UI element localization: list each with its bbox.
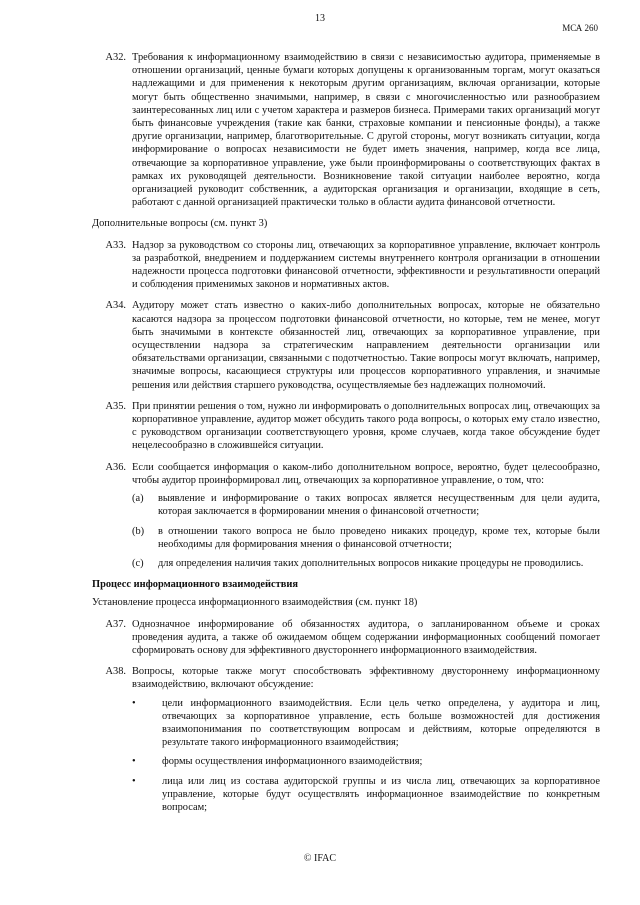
- list-item: [132, 775, 600, 815]
- paragraph-a34: [92, 299, 600, 391]
- paragraph-a32: [92, 51, 600, 209]
- paragraph-number: А36.: [105, 461, 126, 473]
- list-item-text: выявление и информирование о таких вопросах является несущественным для цели аудита, которая заключается в формировании мнения о финансовой отчетности;: [158, 493, 600, 518]
- list-item: [132, 492, 600, 518]
- paragraph-text: Вопросы, которые также могут способствовать эффективному двустороннему информационному взаимодействию, включают обсуждение:: [132, 666, 600, 691]
- paragraph-number: А37.: [105, 618, 126, 630]
- list-item-label: (b): [132, 525, 145, 537]
- list-item-text: формы осуществления информационного взаимодействия;: [162, 756, 423, 768]
- paragraph-text: Надзор за руководством со стороны лиц, отвечающих за корпоративное управление, включает контроль за разработкой, внедрением и поддержанием системы внутреннего контроля организации в отношении надежности процесса подготовки финансовой отчетности, эффективности и результативности операций и соблюдения применимых законов и нормативных актов.: [132, 239, 600, 291]
- section-heading: Процесс информационного взаимодействия: [92, 579, 298, 591]
- page-number: 13: [315, 13, 325, 24]
- paragraph-a33: [92, 239, 600, 292]
- paragraph-number: А33.: [105, 239, 126, 251]
- paragraph-a38: [92, 665, 600, 691]
- subheading-establishing-process: Установление процесса информационного взаимодействия (см. пункт 18): [92, 597, 418, 609]
- paragraph-text: При принятии решения о том, нужно ли информировать о дополнительных вопросах лиц, отвечающих за корпоративное управление, аудитор может обсудить такого рода вопросы, о которых ему стало известно, с руководством организации соответствующего уровня, кроме случаев, когда такое обсуждение будет нецелесообразно в сложившейся ситуации.: [132, 400, 600, 452]
- list-item-text: лица или лиц из состава аудиторской группы и из числа лиц, отвечающих за корпоративное управление, которые будут осуществлять информационное взаимодействие по конкретным вопросам;: [162, 775, 600, 813]
- list-item-label: (a): [132, 493, 144, 505]
- paragraph-a36: [92, 461, 600, 487]
- copyright-footer: © IFAC: [303, 853, 337, 864]
- list-item-text: для определения наличия таких дополнительных вопросов никакие процедуры не проводились.: [158, 557, 584, 569]
- list-item: [132, 755, 600, 768]
- paragraph-text: Аудитору может стать известно о каких-либо дополнительных вопросах, которые не обязательно касаются надзора за процессом подготовки финансовой отчетности, но которые, тем не менее, могут быть значимыми в контексте обязанностей лиц, отвечающих за корпоративное управление, при осуществлении надзора за стратегическим направлением деятельности организации или обязательствами организации, связанными с подотчетностью. Такие вопросы могут включать, например, значимые вопросы, касающиеся структуры или процессов корпоративного управления, и значимые решения или действия старшего руководства, осуществляемые без надлежащих полномочий.: [132, 300, 600, 391]
- list-item: [132, 525, 600, 551]
- bullet-icon: [132, 755, 162, 768]
- paragraph-number: А38.: [105, 666, 126, 678]
- bullet-icon: [132, 697, 162, 750]
- document-code: МСА 260: [562, 23, 598, 33]
- paragraph-text: Требования к информационному взаимодействию в связи с независимостью аудитора, применяемые в отношении организаций, ценные бумаги которых допущены к организованным торгам, могут оказаться надлежащими и для применения к некоторым другим организациям, включая организации, которые могут быть общественно значимыми, например, в связи с многочисленностью или разнообразием заинтересованных лиц или с учетом характера и размеров бизнеса. Примерами таких организаций могут быть финансовые учреждения (такие как банки, страховые компании и пенсионные фонды), а также другие организации, например, благотворительные. С другой стороны, могут возникать ситуации, когда информирование о вопросах независимости не будет иметь значения, например, когда все лица, отвечающие за корпоративное управление, уже были проинформированы о соответствующих фактах в рамках их руководящей деятельности. Возникновение такой ситуации наиболее вероятно, когда организацией руководит собственник, а аудиторская организация и организации, входящие в сеть, работают с данной организацией практически только в области аудита финансовой отчетности.: [132, 52, 600, 209]
- bullet-icon: [132, 775, 162, 815]
- paragraph-number: А34.: [105, 300, 126, 312]
- document-body: [92, 51, 600, 820]
- paragraph-text: Если сообщается информация о каком-либо дополнительном вопросе, вероятно, будет целесообразно, чтобы аудитор проинформировал лиц, отвечающих за корпоративное управление, о том, что:: [132, 461, 600, 486]
- list-item-text: в отношении такого вопроса не было проведено никаких процедур, кроме тех, которые были необходимы для формирования мнения о финансовой отчетности;: [158, 525, 600, 550]
- paragraph-number: А35.: [105, 400, 126, 412]
- list-item-text: цели информационного взаимодействия. Если цель четко определена, у аудитора и лиц, отвечающих за корпоративное управление, есть больше возможностей для достижения взаимопонимания по соответствующим вопросам и действиям, которые определяются в результате такого информационного взаимодействия;: [162, 697, 600, 749]
- list-item: [132, 557, 600, 570]
- paragraph-a37: [92, 618, 600, 658]
- sub-list: [132, 492, 600, 570]
- paragraph-a35: [92, 400, 600, 453]
- list-item: [132, 697, 600, 750]
- list-item-label: (c): [132, 557, 144, 569]
- paragraph-text: Однозначное информирование об обязанностях аудитора, о запланированном объеме и сроках проведения аудита, а также об ожидаемом общем содержании информационных сообщений помогает сформировать основу для эффективного двустороннего информационного взаимодействия.: [132, 618, 600, 656]
- bullet-list: [132, 697, 600, 815]
- subheading-additional-matters: Дополнительные вопросы (см. пункт 3): [92, 218, 268, 230]
- paragraph-number: А32.: [105, 52, 126, 63]
